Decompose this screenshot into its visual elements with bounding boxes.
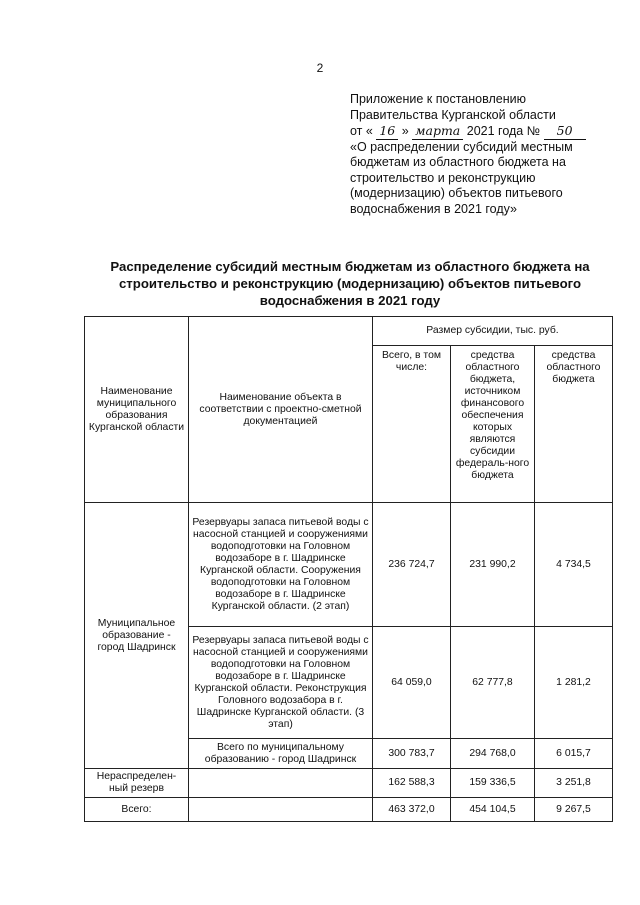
header-subsidy-size: Размер субсидии, тыс. руб. — [373, 317, 613, 346]
table-header-row — [85, 317, 613, 346]
total-cell: 236 724,7 — [373, 503, 451, 627]
regional-cell: 4 734,5 — [535, 503, 613, 627]
header-federal-source: средства областного бюджета, источником финансового обеспечения которых являются субсидии федераль-ного бюджета — [451, 346, 535, 503]
document-title — [90, 258, 610, 309]
header-total: Всего, в том числе: — [373, 346, 451, 503]
federal-cell: 159 336,5 — [451, 769, 535, 798]
header-regional: средства областного бюджета — [535, 346, 613, 503]
regional-cell: 6 015,7 — [535, 739, 613, 769]
appendix-line: Правительства Курганской области — [350, 107, 556, 122]
handwritten-day: 16 — [376, 123, 398, 140]
total-cell: 162 588,3 — [373, 769, 451, 798]
total-cell: 463 372,0 — [373, 798, 451, 822]
municipality-cell: Муниципальное образование - город Шадринск — [85, 503, 189, 769]
regional-cell: 1 281,2 — [535, 627, 613, 739]
page-number: 2 — [316, 61, 324, 75]
handwritten-month: марта — [412, 123, 463, 140]
appendix-line: строительство и реконструкцию — [350, 170, 536, 185]
total-cell: 64 059,0 — [373, 627, 451, 739]
table-row-grand-total — [85, 798, 613, 822]
appendix-line: водоснабжения в 2021 году» — [350, 201, 517, 216]
federal-cell: 62 777,8 — [451, 627, 535, 739]
total-cell: 300 783,7 — [373, 739, 451, 769]
federal-cell: 294 768,0 — [451, 739, 535, 769]
appendix-header — [350, 92, 620, 217]
table-row-reserve — [85, 769, 613, 798]
title-line: водоснабжения в 2021 году — [259, 293, 441, 308]
handwritten-number: 50 — [544, 123, 586, 140]
appendix-date-line — [350, 123, 620, 140]
table-row — [85, 503, 613, 627]
date-mid: » — [401, 124, 409, 138]
reserve-label: Нераспределен-ный резерв — [85, 769, 189, 798]
object-cell: Резервуары запаса питьевой воды с насосной станцией и сооружениями водоподготовки на Головном водозаборе в г. Шадринске Курганской области. Реконструкция Головного водозабора в г. Шадринске Курганской области. (3 этап) — [189, 627, 373, 739]
date-year: 2021 года № — [466, 124, 541, 138]
header-object: Наименование объекта в соответствии с проектно-сметной документацией — [189, 317, 373, 503]
header-municipality: Наименование муниципального образования Курганской области — [85, 317, 189, 503]
date-prefix: от « — [350, 124, 373, 138]
appendix-line: Приложение к постановлению — [350, 92, 526, 106]
object-cell: Всего по муниципальному образованию - город Шадринск — [189, 739, 373, 769]
title-line: Распределение субсидий местным бюджетам из областного бюджета на — [110, 259, 590, 274]
appendix-line: (модернизацию) объектов питьевого — [350, 186, 563, 200]
regional-cell: 9 267,5 — [535, 798, 613, 822]
object-cell: Резервуары запаса питьевой воды с насосной станцией и сооружениями водоподготовки на Головном водозаборе в г. Шадринске Курганской области. Сооружения водоподготовки на Головном водозаборе в г. Шадринске Курганской области. (2 этап) — [189, 503, 373, 627]
regional-cell: 3 251,8 — [535, 769, 613, 798]
appendix-line: бюджетам из областного бюджета на — [350, 155, 566, 169]
empty-cell — [189, 769, 373, 798]
appendix-line: «О распределении субсидий местным — [350, 139, 573, 154]
grand-total-label: Всего: — [85, 798, 189, 822]
federal-cell: 231 990,2 — [451, 503, 535, 627]
subsidy-table — [84, 316, 613, 822]
title-line: строительство и реконструкцию (модернизацию) объектов питьевого — [118, 276, 582, 291]
federal-cell: 454 104,5 — [451, 798, 535, 822]
empty-cell — [189, 798, 373, 822]
